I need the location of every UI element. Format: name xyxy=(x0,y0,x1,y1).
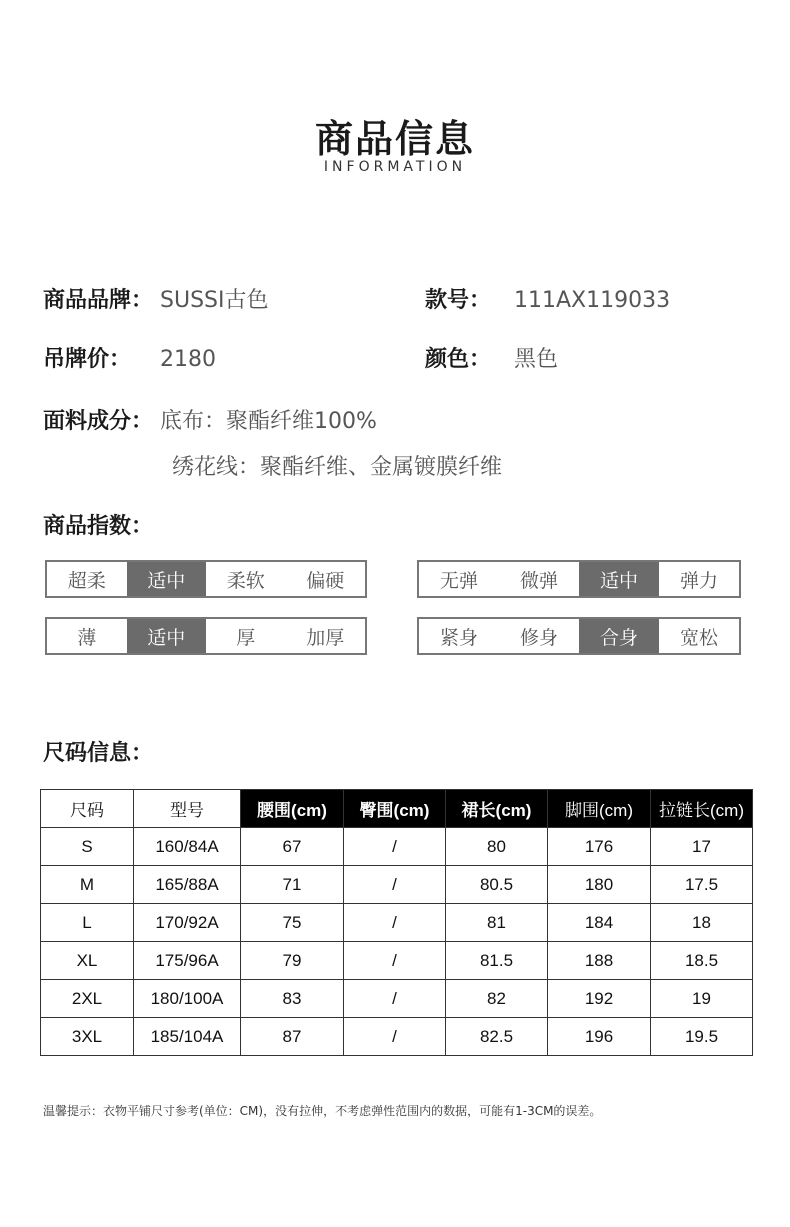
price-label: 吊牌价： xyxy=(43,347,132,372)
fabric-line-2: 绣花线：聚酯纤维、金属镀膜纤维 xyxy=(172,455,503,480)
table-row xyxy=(41,904,753,942)
scale-option: 紧身 xyxy=(439,626,478,649)
header-model: 型号 xyxy=(134,790,241,828)
brand-label: 商品品牌： xyxy=(43,288,154,313)
scale-option: 厚 xyxy=(236,626,256,649)
table-cell: 3XL xyxy=(41,1018,134,1056)
price-value: 2180 xyxy=(160,347,217,372)
model-label: 款号： xyxy=(425,288,492,313)
fit-scale xyxy=(417,617,741,655)
table-cell: / xyxy=(344,904,446,942)
table-row xyxy=(41,866,753,904)
table-cell: 71 xyxy=(241,866,344,904)
scale-option: 宽松 xyxy=(679,626,718,649)
table-cell: 175/96A xyxy=(134,942,241,980)
color-label: 颜色： xyxy=(425,347,492,372)
model-row xyxy=(425,283,670,314)
table-cell: 67 xyxy=(241,828,344,866)
brand-value: SUSSI古色 xyxy=(160,288,269,313)
fabric-line-1: 底布：聚酯纤维100% xyxy=(160,409,377,434)
page-subtitle: INFORMATION xyxy=(323,159,467,175)
scale-option: 修身 xyxy=(519,626,558,649)
table-cell: 160/84A xyxy=(134,828,241,866)
color-row xyxy=(425,342,558,373)
table-cell: 18.5 xyxy=(651,942,753,980)
size-title: 尺码信息： xyxy=(43,741,154,766)
table-cell: 176 xyxy=(548,828,651,866)
size-note: 温馨提示：衣物平铺尺寸参考(单位：CM)，没有拉伸，不考虑弹性范围内的数据，可能有1-3CM的误差。 xyxy=(43,1104,602,1118)
scale-option-selected: 适中 xyxy=(579,562,659,596)
table-cell: 82 xyxy=(446,980,548,1018)
table-row xyxy=(41,942,753,980)
table-cell: 80 xyxy=(446,828,548,866)
brand-row xyxy=(43,283,269,314)
table-row xyxy=(41,828,753,866)
table-cell: 180 xyxy=(548,866,651,904)
table-cell: / xyxy=(344,1018,446,1056)
scale-option-selected: 合身 xyxy=(579,619,659,653)
table-cell: 87 xyxy=(241,1018,344,1056)
table-cell: S xyxy=(41,828,134,866)
table-cell: / xyxy=(344,980,446,1018)
table-cell: 192 xyxy=(548,980,651,1018)
header-zipper: 拉链长(cm) xyxy=(651,790,753,828)
size-table xyxy=(40,789,753,1056)
table-cell: 83 xyxy=(241,980,344,1018)
elasticity-scale xyxy=(417,560,741,598)
table-row xyxy=(41,1018,753,1056)
table-cell: 81 xyxy=(446,904,548,942)
scale-option: 超柔 xyxy=(67,569,106,592)
scale-option-selected: 适中 xyxy=(127,562,207,596)
page-title: 商品信息 xyxy=(314,117,475,161)
scale-option: 偏硬 xyxy=(306,569,345,592)
fabric-label: 面料成分： xyxy=(43,409,154,434)
color-value: 黑色 xyxy=(514,347,559,372)
table-cell: L xyxy=(41,904,134,942)
table-cell: 19.5 xyxy=(651,1018,753,1056)
scale-option: 微弹 xyxy=(519,569,558,592)
table-cell: 185/104A xyxy=(134,1018,241,1056)
fabric-row-2 xyxy=(172,450,502,481)
scale-option: 柔软 xyxy=(226,569,265,592)
table-cell: / xyxy=(344,942,446,980)
header-hip: 臀围(cm) xyxy=(344,790,446,828)
table-cell: / xyxy=(344,828,446,866)
model-value: 111AX119033 xyxy=(514,288,671,313)
table-cell: 165/88A xyxy=(134,866,241,904)
header-size: 尺码 xyxy=(41,790,134,828)
table-cell: / xyxy=(344,866,446,904)
table-cell: 19 xyxy=(651,980,753,1018)
scale-option: 无弹 xyxy=(439,569,478,592)
scale-option: 弹力 xyxy=(679,569,718,592)
scale-option-selected: 适中 xyxy=(127,619,207,653)
header-skirt-length: 裙长(cm) xyxy=(446,790,548,828)
table-cell: 75 xyxy=(241,904,344,942)
index-title: 商品指数： xyxy=(43,514,154,539)
table-cell: 79 xyxy=(241,942,344,980)
table-cell: 17 xyxy=(651,828,753,866)
scale-option: 加厚 xyxy=(306,626,345,649)
table-cell: 184 xyxy=(548,904,651,942)
header-hem: 脚围(cm) xyxy=(548,790,651,828)
table-cell: 2XL xyxy=(41,980,134,1018)
table-cell: 17.5 xyxy=(651,866,753,904)
thickness-scale xyxy=(45,617,367,655)
table-cell: 188 xyxy=(548,942,651,980)
table-header-row xyxy=(41,790,753,828)
table-cell: 80.5 xyxy=(446,866,548,904)
table-cell: 180/100A xyxy=(134,980,241,1018)
table-cell: 81.5 xyxy=(446,942,548,980)
scale-option: 薄 xyxy=(77,626,97,649)
table-row xyxy=(41,980,753,1018)
header-waist: 腰围(cm) xyxy=(241,790,344,828)
fabric-row xyxy=(43,404,377,435)
price-row xyxy=(43,342,216,373)
table-cell: 196 xyxy=(548,1018,651,1056)
table-cell: 170/92A xyxy=(134,904,241,942)
table-cell: M xyxy=(41,866,134,904)
table-cell: 18 xyxy=(651,904,753,942)
softness-scale xyxy=(45,560,367,598)
table-cell: XL xyxy=(41,942,134,980)
table-cell: 82.5 xyxy=(446,1018,548,1056)
